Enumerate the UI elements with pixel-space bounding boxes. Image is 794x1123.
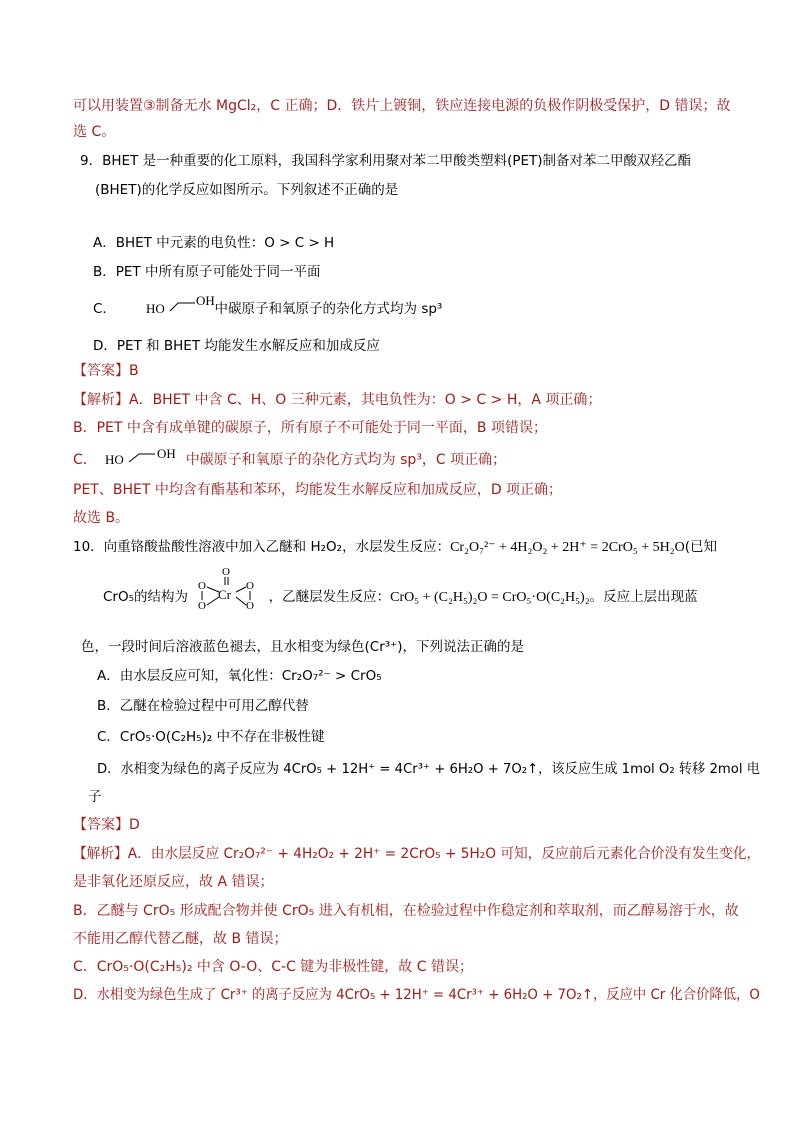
q10-stem-line1-post: (已知 bbox=[684, 539, 717, 555]
q10-stem-line1-equation: Cr₂O₇²⁻ + 4H₂O₂ + 2H⁺ = 2CrO₅ + 5H₂O bbox=[450, 540, 685, 555]
q10-explanation-a-line2: 是非氧化还原反应，故 A 错误； bbox=[73, 874, 274, 890]
prev-explanation-line2: 选 C。 bbox=[73, 124, 116, 140]
q9-stem-line2: (BHET)的化学反应如图所示。下列叙述不正确的是 bbox=[95, 182, 399, 198]
prev-explanation-line1: 可以用装置③制备无水 MgCl₂，C 正确；D．铁片上镀铜，铁应连接电源的负极作阴极受保护，D 错误；故 bbox=[73, 98, 731, 114]
q10-answer-value: D bbox=[129, 817, 140, 833]
q9-explanation-b: B．PET 中含有成单键的碳原子，所有原子不可能处于同一平面，B 项错误； bbox=[73, 420, 547, 436]
cro5-structure bbox=[192, 566, 264, 612]
q9-stem-line1: 9．BHET 是一种重要的化工原料，我国科学家利用聚对苯二甲酸类塑料(PET)制备对苯二甲酸双羟乙酯 bbox=[80, 153, 692, 169]
q9-option-c-text: 中碳原子和氧原子的杂化方式均为 sp³ bbox=[214, 301, 443, 317]
structure-ho-2: HO bbox=[105, 452, 125, 467]
q10-answer-label: 【答案】 bbox=[73, 817, 129, 833]
q10-option-b: B．乙醚在检验过程中可用乙醇代替 bbox=[97, 698, 309, 714]
structure-oh-2: OH bbox=[157, 446, 177, 461]
q10-option-d-line1: D．水相变为绿色的离子反应为 4CrO₅ + 12H⁺ = 4Cr³⁺ + 6H₂O + 7O₂↑，该反应生成 1mol O₂ 转移 2mol 电 bbox=[97, 761, 760, 777]
q10-stem-line1-pre: 10．向重铬酸盐酸性溶液中加入乙醚和 H₂O₂，水层发生反应： bbox=[73, 539, 451, 555]
structure-oh: OH bbox=[196, 293, 216, 308]
cro5-o-ur: O bbox=[246, 580, 255, 592]
ethylene-glycol-structure-2 bbox=[101, 446, 181, 470]
q10-stem-line2-equation: CrO₅ + (C₂H₅)₂O = CrO₅·O(C₂H₅)₂ bbox=[390, 590, 590, 605]
cro5-o-ul: O bbox=[198, 580, 207, 592]
cro5-o-ll: O bbox=[198, 600, 207, 612]
ethylene-glycol-structure bbox=[120, 293, 216, 319]
cro5-o-lr: O bbox=[246, 600, 255, 612]
q10-stem-line1 bbox=[73, 537, 717, 558]
q9-option-c-label: C． bbox=[93, 301, 116, 317]
q9-explanation-label: 【解析】 bbox=[73, 392, 129, 408]
q10-explanation-b-line2: 不能用乙醇代替乙醚，故 B 错误； bbox=[73, 931, 288, 947]
q10-explanation-a-line1 bbox=[73, 844, 760, 864]
q10-answer bbox=[73, 815, 140, 835]
q9-option-c bbox=[93, 293, 443, 319]
q10-explanation-d: D．水相变为绿色生成了 Cr³⁺ 的离子反应为 4CrO₅ + 12H⁺ = 4Cr³⁺ + 6H₂O + 7O₂↑，反应中 Cr 化合价降低，O bbox=[73, 987, 760, 1003]
q9-explanation-a bbox=[73, 390, 601, 410]
q9-option-d: D．PET 和 BHET 均能发生水解反应和加成反应 bbox=[93, 338, 380, 354]
q9-explanation-d: PET、BHET 中均含有酯基和苯环，均能发生水解反应和加成反应，D 项正确； bbox=[73, 482, 563, 498]
q10-explanation-c: C．CrO₅·O(C₂H₅)₂ 中含 O-O、C-C 键为非极性键，故 C 错误； bbox=[73, 959, 473, 975]
q9-option-b: B．PET 中所有原子可能处于同一平面 bbox=[93, 264, 321, 280]
q10-option-a: A．由水层反应可知，氧化性：Cr₂O₇²⁻ > CrO₅ bbox=[97, 668, 382, 684]
q9-answer bbox=[73, 361, 139, 381]
q10-explanation-b-line1: B．乙醚与 CrO₅ 形成配合物并使 CrO₅ 进入有机相，在检验过程中作稳定剂和萃取剂，而乙醇易溶于水，故 bbox=[73, 903, 739, 919]
structure-bond-2 bbox=[129, 454, 155, 462]
ethylene-glycol-svg bbox=[120, 293, 216, 319]
q10-explanation-label: 【解析】 bbox=[73, 846, 128, 862]
q9-answer-value: B bbox=[129, 363, 139, 379]
q10-stem-line2-pre: CrO₅的结构为 bbox=[103, 589, 189, 605]
q9-conclusion: 故选 B。 bbox=[73, 510, 130, 526]
q9-answer-label: 【答案】 bbox=[73, 363, 129, 379]
q9-explanation-c bbox=[73, 446, 507, 470]
structure-ho: HO bbox=[146, 301, 166, 316]
cro5-cr: Cr bbox=[218, 587, 232, 602]
q10-stem-line2-mid: ，乙醚层发生反应： bbox=[268, 589, 391, 605]
q9-option-a: A．BHET 中元素的电负性：O > C > H bbox=[93, 235, 335, 251]
q10-stem-line2 bbox=[103, 566, 698, 612]
cro5-structure-svg bbox=[192, 563, 264, 623]
q9-explanation-a-text: A．BHET 中含 C、H、O 三种元素，其电负性为：O > C > H，A 项正确； bbox=[129, 392, 602, 408]
q10-stem-line2-post: 。反应上层出现蓝 bbox=[589, 589, 698, 605]
q10-stem-line3: 色，一段时间后溶液蓝色褪去，且水相变为绿色(Cr³⁺)，下列说法正确的是 bbox=[81, 639, 525, 655]
q10-explanation-a-text: A．由水层反应 Cr₂O₇²⁻ + 4H₂O₂ + 2H⁺ = 2CrO₅ + 5H₂O 可知，反应前后元素化合价没有发生变化， bbox=[127, 846, 761, 862]
q10-option-d-line2: 子 bbox=[88, 789, 102, 805]
q9-explanation-c-label: C． bbox=[73, 452, 97, 468]
cro5-o-top: O bbox=[222, 566, 231, 578]
ethylene-glycol-svg-2 bbox=[101, 444, 181, 470]
structure-bond bbox=[170, 303, 195, 311]
q10-option-c: C．CrO₅·O(C₂H₅)₂ 中不存在非极性键 bbox=[97, 729, 325, 745]
q9-explanation-c-text: 中碳原子和氧原子的杂化方式均为 sp³，C 项正确； bbox=[185, 452, 507, 468]
